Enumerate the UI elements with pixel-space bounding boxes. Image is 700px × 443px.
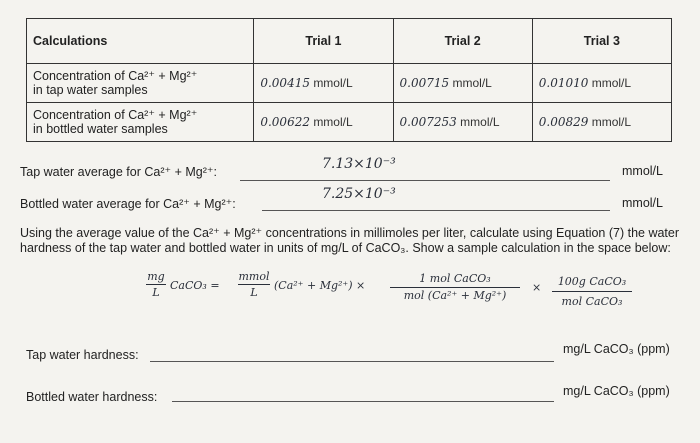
row-label-line1: Concentration of Ca²⁺ + Mg²⁺ <box>33 108 198 122</box>
bottled-trial-3-value: 0.00829 <box>538 115 589 129</box>
tap-hardness-label: Tap water hardness: <box>26 348 139 362</box>
bottled-average-unit: mmol/L <box>622 196 663 210</box>
unit-label: mmol/L <box>313 115 353 129</box>
bottled-hardness-unit: mg/L CaCO₃ (ppm) <box>563 384 670 398</box>
tap-hardness-rule[interactable] <box>150 361 554 362</box>
bottled-hardness-rule[interactable] <box>172 401 554 402</box>
header-trial-3: Trial 3 <box>532 19 671 64</box>
unit-label: mmol/L <box>313 76 353 90</box>
unit-label: mmol/L <box>591 76 632 90</box>
header-trial-2: Trial 2 <box>393 19 532 64</box>
fraction-bar <box>146 284 166 285</box>
bottled-average-label: Bottled water average for Ca²⁺ + Mg²⁺: <box>20 197 236 211</box>
tap-hardness-unit: mg/L CaCO₃ (ppm) <box>563 342 670 356</box>
row-label-line2: in bottled water samples <box>33 122 168 136</box>
term3-numerator: 100g CaCO₃ <box>557 275 627 288</box>
header-trial-1: Trial 1 <box>254 19 393 64</box>
unit-label: mmol/L <box>452 76 492 90</box>
calculations-table <box>26 18 672 142</box>
fraction-bar <box>390 287 520 288</box>
unit-label: mmol/L <box>591 115 632 129</box>
header-calculations: Calculations <box>27 19 254 64</box>
bottled-hardness-label: Bottled water hardness: <box>26 390 158 404</box>
row-label-line2: in tap water samples <box>33 83 148 97</box>
tap-trial-2-cell[interactable] <box>393 64 532 103</box>
times-sign: × <box>532 281 542 294</box>
term1-tail: (Ca²⁺ + Mg²⁺) × <box>274 279 366 292</box>
fraction-bar <box>238 284 270 285</box>
sample-calculation[interactable] <box>140 270 680 330</box>
lhs-numerator: mg <box>147 270 165 283</box>
bottled-average-rule <box>262 210 610 211</box>
term2-numerator: 1 mol CaCO₃ <box>419 272 491 285</box>
row-label-bottled <box>27 103 254 142</box>
lhs-denominator: L <box>152 286 160 299</box>
bottled-trial-2-cell[interactable] <box>393 103 532 142</box>
tap-trial-1-value: 0.00415 <box>260 76 310 90</box>
tap-trial-3-value: 0.01010 <box>538 76 589 90</box>
table-header-row <box>27 19 672 64</box>
bottled-trial-1-value: 0.00622 <box>260 115 310 129</box>
row-label-tap <box>27 64 254 103</box>
tap-trial-3-cell[interactable] <box>532 64 671 103</box>
lhs-tail: CaCO₃ = <box>170 279 220 292</box>
row-label-line1: Concentration of Ca²⁺ + Mg²⁺ <box>33 69 198 83</box>
term2-denominator: mol (Ca²⁺ + Mg²⁺) <box>403 289 507 302</box>
term1-numerator: mmol <box>238 270 270 283</box>
instructions-text: Using the average value of the Ca²⁺ + Mg²⁺ concentrations in millimoles per liter, calculate using Equation (7) the water hardness of the tap water and bottled water in units of mg/L of CaCO₃. Show a sample calculation in the space below: <box>20 226 680 255</box>
tap-average-value[interactable]: 7.13×10⁻³ <box>322 156 396 172</box>
bottled-trial-3-cell[interactable] <box>532 103 671 142</box>
term1-denominator: L <box>250 286 258 299</box>
bottled-trial-1-cell[interactable] <box>254 103 393 142</box>
table-row-bottled <box>27 103 672 142</box>
tap-average-unit: mmol/L <box>622 164 663 178</box>
tap-average-label: Tap water average for Ca²⁺ + Mg²⁺: <box>20 165 217 179</box>
term3-denominator: mol CaCO₃ <box>561 295 623 308</box>
tap-trial-1-cell[interactable] <box>254 64 393 103</box>
unit-label: mmol/L <box>460 115 500 129</box>
fraction-bar <box>552 291 632 292</box>
bottled-trial-2-value: 0.007253 <box>399 115 457 129</box>
tap-average-rule <box>240 180 610 181</box>
bottled-average-value[interactable]: 7.25×10⁻³ <box>322 186 396 202</box>
tap-trial-2-value: 0.00715 <box>399 76 450 90</box>
table-row-tap <box>27 64 672 103</box>
